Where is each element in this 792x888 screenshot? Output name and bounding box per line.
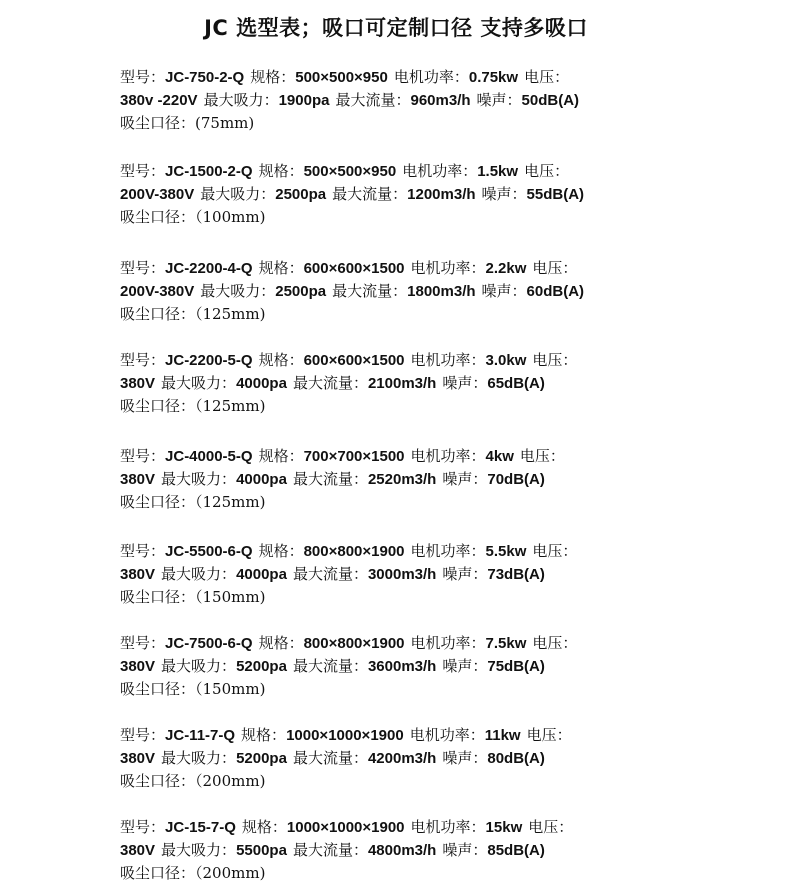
- spec-entry: [120, 816, 780, 885]
- power-label: 电机功率：: [409, 726, 485, 744]
- voltage-label: 电压：: [532, 259, 578, 277]
- flow-label: 最大流量：: [335, 91, 411, 109]
- voltage-value: 380V: [120, 471, 156, 488]
- noise-label: 噪声：: [442, 841, 488, 859]
- model-label: 型号：: [120, 726, 166, 744]
- voltage-label: 电压：: [524, 162, 570, 180]
- power-value: 1.5kw: [477, 163, 519, 180]
- suction-label: 最大吸力：: [200, 185, 276, 203]
- diameter-label: 吸尘口径：: [120, 493, 196, 511]
- power-label: 电机功率：: [410, 351, 486, 369]
- entry-line-1: [120, 66, 780, 89]
- suction-label: 最大吸力：: [161, 470, 237, 488]
- voltage-value: 380V: [120, 375, 156, 392]
- spec-value: 600×600×1500: [303, 352, 405, 369]
- flow-label: 最大流量：: [332, 282, 408, 300]
- power-label: 电机功率：: [410, 818, 486, 836]
- flow-value: 3600m3/h: [367, 658, 437, 675]
- entry-line-1: [120, 160, 780, 183]
- spec-value: 600×600×1500: [303, 260, 405, 277]
- spec-label: 规格：: [258, 351, 304, 369]
- noise-label: 噪声：: [476, 91, 522, 109]
- suction-value: 4000pa: [236, 471, 287, 488]
- suction-value: 5200pa: [236, 658, 287, 675]
- entry-line-1: [120, 540, 780, 563]
- spec-label: 规格：: [258, 162, 304, 180]
- diameter-label: 吸尘口径：: [120, 305, 196, 323]
- suction-value: 2500pa: [275, 186, 327, 203]
- spec-entry: [120, 540, 780, 609]
- noise-label: 噪声：: [442, 565, 488, 583]
- model-label: 型号：: [120, 542, 166, 560]
- entry-line-3: [120, 678, 780, 701]
- diameter-label: 吸尘口径：: [120, 772, 196, 790]
- diameter-value: （200mm): [195, 864, 266, 882]
- spec-value: 800×800×1900: [303, 635, 405, 652]
- diameter-label: 吸尘口径：: [120, 114, 196, 132]
- spec-entry: [120, 66, 780, 135]
- spec-value: 500×500×950: [303, 163, 397, 180]
- spec-entry: [120, 724, 780, 793]
- voltage-value: 380V: [120, 566, 156, 583]
- diameter-value: （200mm): [195, 772, 266, 790]
- model-value: JC-750-2-Q: [165, 69, 245, 86]
- voltage-label: 电压：: [532, 351, 578, 369]
- power-value: 2.2kw: [485, 260, 527, 277]
- power-label: 电机功率：: [410, 447, 486, 465]
- spec-entry: [120, 160, 780, 229]
- flow-value: 3000m3/h: [367, 566, 437, 583]
- suction-value: 4000pa: [236, 375, 287, 392]
- spec-entry: [120, 445, 780, 514]
- flow-label: 最大流量：: [292, 749, 368, 767]
- voltage-label: 电压：: [524, 68, 570, 86]
- suction-value: 2500pa: [275, 283, 327, 300]
- diameter-value: （150mm): [195, 588, 266, 606]
- entry-line-3: [120, 206, 780, 229]
- noise-value: 60dB(A): [526, 283, 585, 300]
- entry-line-1: [120, 349, 780, 372]
- diameter-value: （125mm): [195, 305, 266, 323]
- noise-value: 65dB(A): [487, 375, 545, 392]
- model-value: JC-15-7-Q: [165, 819, 236, 836]
- entry-line-2: [120, 747, 780, 770]
- spec-value: 800×800×1900: [303, 543, 405, 560]
- entry-line-3: [120, 303, 780, 326]
- spec-label: 规格：: [241, 726, 287, 744]
- spec-value: 500×500×950: [295, 69, 388, 86]
- flow-value: 1800m3/h: [407, 283, 476, 300]
- diameter-label: 吸尘口径：: [120, 588, 196, 606]
- noise-value: 80dB(A): [487, 750, 545, 767]
- suction-label: 最大吸力：: [161, 565, 237, 583]
- power-label: 电机功率：: [402, 162, 478, 180]
- model-label: 型号：: [120, 162, 166, 180]
- spec-label: 规格：: [258, 447, 304, 465]
- suction-value: 1900pa: [278, 92, 330, 109]
- diameter-label: 吸尘口径：: [120, 208, 196, 226]
- voltage-label: 电压：: [519, 447, 565, 465]
- voltage-label: 电压：: [532, 542, 578, 560]
- voltage-value: 380V: [120, 750, 156, 767]
- flow-value: 4200m3/h: [367, 750, 437, 767]
- entry-line-1: [120, 724, 780, 747]
- spec-label: 规格：: [258, 634, 304, 652]
- model-label: 型号：: [120, 259, 166, 277]
- diameter-value: （125mm): [195, 493, 266, 511]
- flow-value: 1200m3/h: [407, 186, 476, 203]
- noise-label: 噪声：: [442, 749, 488, 767]
- entry-line-2: [120, 89, 780, 112]
- model-label: 型号：: [120, 68, 166, 86]
- entry-line-2: [120, 468, 780, 491]
- spec-entry: [120, 632, 780, 701]
- power-value: 4kw: [485, 448, 514, 465]
- flow-label: 最大流量：: [332, 185, 408, 203]
- entry-line-2: [120, 563, 780, 586]
- diameter-value: （125mm): [195, 397, 266, 415]
- entry-line-1: [120, 632, 780, 655]
- entry-line-3: [120, 862, 780, 885]
- power-value: 15kw: [485, 819, 523, 836]
- spec-label: 规格：: [258, 542, 304, 560]
- entry-line-3: [120, 491, 780, 514]
- suction-label: 最大吸力：: [161, 657, 237, 675]
- spec-value: 1000×1000×1900: [286, 819, 405, 836]
- power-label: 电机功率：: [410, 542, 486, 560]
- power-label: 电机功率：: [410, 634, 486, 652]
- diameter-label: 吸尘口径：: [120, 397, 196, 415]
- voltage-value: 200V-380V: [120, 186, 195, 203]
- page-title: JC 选型表；吸口可定制口径 支持多吸口: [204, 16, 588, 40]
- suction-value: 4000pa: [236, 566, 287, 583]
- noise-value: 75dB(A): [487, 658, 545, 675]
- flow-value: 2100m3/h: [367, 375, 437, 392]
- noise-label: 噪声：: [481, 185, 527, 203]
- model-label: 型号：: [120, 447, 166, 465]
- power-value: 0.75kw: [468, 69, 519, 86]
- spec-entry: [120, 349, 780, 418]
- model-label: 型号：: [120, 634, 166, 652]
- noise-value: 70dB(A): [487, 471, 545, 488]
- spec-label: 规格：: [241, 818, 287, 836]
- flow-label: 最大流量：: [292, 470, 368, 488]
- entry-line-2: [120, 372, 780, 395]
- suction-value: 5200pa: [236, 750, 287, 767]
- power-value: 11kw: [484, 727, 521, 744]
- flow-label: 最大流量：: [292, 657, 368, 675]
- noise-value: 55dB(A): [526, 186, 585, 203]
- flow-label: 最大流量：: [292, 841, 368, 859]
- noise-label: 噪声：: [442, 657, 488, 675]
- entry-line-1: [120, 257, 780, 280]
- suction-label: 最大吸力：: [161, 374, 237, 392]
- voltage-value: 380V: [120, 842, 156, 859]
- entry-line-2: [120, 839, 780, 862]
- diameter-value: (75mm): [195, 114, 255, 132]
- entry-line-2: [120, 280, 780, 303]
- entry-line-3: [120, 112, 780, 135]
- model-value: JC-7500-6-Q: [165, 635, 253, 652]
- noise-label: 噪声：: [442, 470, 488, 488]
- spec-value: 700×700×1500: [303, 448, 405, 465]
- flow-value: 2520m3/h: [367, 471, 437, 488]
- entry-line-1: [120, 445, 780, 468]
- diameter-value: （150mm): [195, 680, 266, 698]
- model-label: 型号：: [120, 818, 166, 836]
- voltage-label: 电压：: [526, 726, 572, 744]
- noise-label: 噪声：: [481, 282, 527, 300]
- voltage-value: 200V-380V: [120, 283, 195, 300]
- model-value: JC-5500-6-Q: [165, 543, 253, 560]
- entry-line-3: [120, 770, 780, 793]
- entry-line-2: [120, 655, 780, 678]
- model-label: 型号：: [120, 351, 166, 369]
- model-value: JC-1500-2-Q: [165, 163, 253, 180]
- diameter-value: （100mm): [195, 208, 266, 226]
- voltage-label: 电压：: [532, 634, 578, 652]
- entry-line-3: [120, 395, 780, 418]
- noise-label: 噪声：: [442, 374, 488, 392]
- flow-label: 最大流量：: [292, 374, 368, 392]
- entry-line-1: [120, 816, 780, 839]
- power-label: 电机功率：: [410, 259, 486, 277]
- entry-line-3: [120, 586, 780, 609]
- flow-value: 960m3/h: [410, 92, 471, 109]
- noise-value: 50dB(A): [521, 92, 580, 109]
- spec-label: 规格：: [250, 68, 296, 86]
- suction-label: 最大吸力：: [203, 91, 279, 109]
- flow-label: 最大流量：: [292, 565, 368, 583]
- spec-label: 规格：: [258, 259, 304, 277]
- voltage-label: 电压：: [528, 818, 574, 836]
- suction-value: 5500pa: [236, 842, 287, 859]
- spec-entry: [120, 257, 780, 326]
- entry-line-2: [120, 183, 780, 206]
- model-value: JC-11-7-Q: [165, 727, 236, 744]
- power-value: 7.5kw: [485, 635, 527, 652]
- suction-label: 最大吸力：: [161, 841, 237, 859]
- suction-label: 最大吸力：: [161, 749, 237, 767]
- power-value: 5.5kw: [485, 543, 527, 560]
- model-value: JC-4000-5-Q: [165, 448, 253, 465]
- suction-label: 最大吸力：: [200, 282, 276, 300]
- flow-value: 4800m3/h: [367, 842, 437, 859]
- model-value: JC-2200-5-Q: [165, 352, 253, 369]
- diameter-label: 吸尘口径：: [120, 680, 196, 698]
- voltage-value: 380V: [120, 658, 156, 675]
- noise-value: 85dB(A): [487, 842, 545, 859]
- spec-value: 1000×1000×1900: [286, 727, 404, 744]
- power-value: 3.0kw: [485, 352, 527, 369]
- model-value: JC-2200-4-Q: [165, 260, 253, 277]
- diameter-label: 吸尘口径：: [120, 864, 196, 882]
- power-label: 电机功率：: [393, 68, 469, 86]
- voltage-value: 380v -220V: [120, 92, 198, 109]
- noise-value: 73dB(A): [487, 566, 545, 583]
